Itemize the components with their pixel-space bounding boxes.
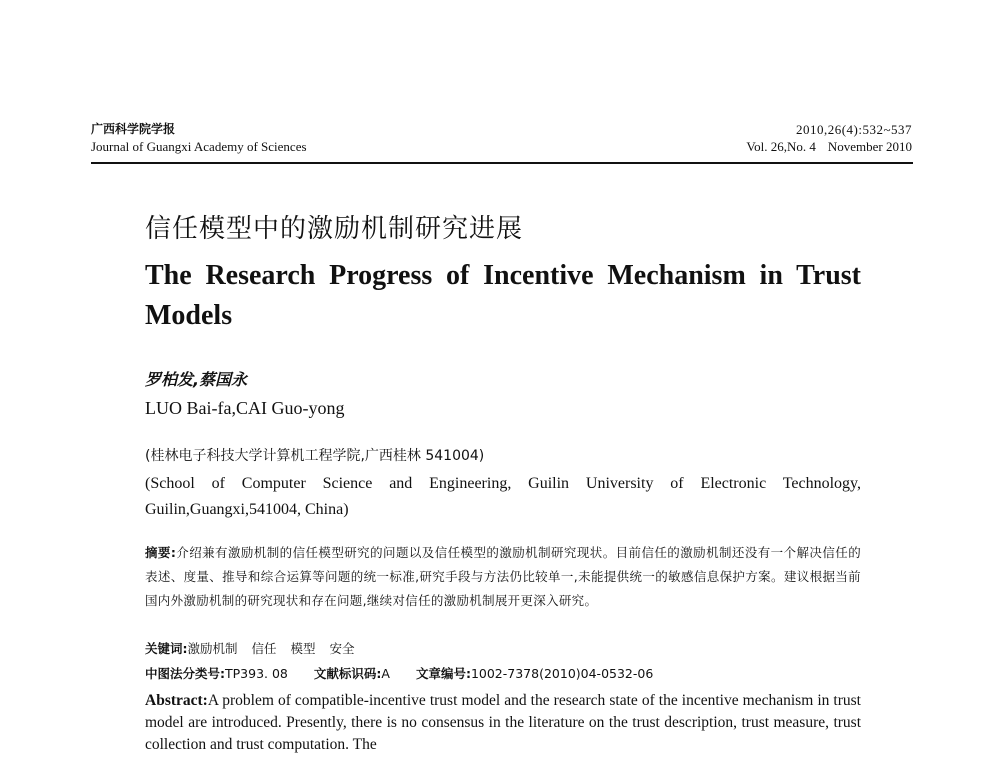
volume-number: Vol. 26,No. 4 — [746, 139, 816, 154]
article-number-label: 文章编号: — [415, 666, 471, 681]
clc-label: 中图法分类号: — [145, 666, 225, 681]
affiliation-cn: (桂林电子科技大学计算机工程学院,广西桂林 541004) — [145, 448, 485, 464]
keyword: 信任 — [251, 641, 277, 656]
title-cn: 信任模型中的激励机制研究进展 — [145, 214, 524, 244]
abstract-cn-label: 摘要: — [145, 545, 177, 560]
keywords — [145, 639, 369, 659]
keyword: 安全 — [329, 641, 355, 656]
doc-code-value: A — [381, 666, 390, 681]
clc-value: TP393. 08 — [225, 666, 288, 681]
journal-name-cn: 广西科学院学报 — [91, 122, 176, 136]
abstract-cn-text: 介绍兼有激励机制的信任模型研究的问题以及信任模型的激励机制研究现状。目前信任的激励机制还没有一个解决信任的表述、度量、推导和综合运算等问题的统一标准,研究手段与方法仍比较单一,未能提供统一的敏感信息保护方案。建议根据当前国内外激励机制的研究现状和存在问题,继续对信任的激励机制展开更深入研究。 — [145, 545, 862, 608]
header-rule — [91, 162, 913, 164]
abstract-en-text: A problem of compatible-incentive trust model and the research state of the incentive mechanism in trust model are introduced. Presently, there is no consensus in the literature on the trust description, trust measure, trust collection and trust computation. The — [145, 692, 861, 753]
journal-name-en: Journal of Guangxi Academy of Sciences — [91, 139, 307, 154]
citation-pages: 2010,26(4):532~537 — [795, 122, 912, 137]
authors-en: LUO Bai-fa,CAI Guo-yong — [145, 398, 345, 418]
doc-code-label: 文献标识码: — [313, 666, 382, 681]
authors-cn: 罗柏发,蔡国永 — [145, 370, 248, 389]
clc-number — [145, 666, 288, 681]
document-code — [314, 666, 390, 681]
article-number-value: 1002-7378(2010)04-0532-06 — [470, 666, 654, 681]
issue-month: November 2010 — [827, 139, 912, 154]
article-number — [416, 666, 653, 681]
volume-issue — [746, 138, 912, 156]
abstract-en — [145, 690, 861, 756]
running-header-left — [91, 121, 307, 156]
running-header-right — [746, 121, 912, 156]
abstract-en-label: Abstract: — [145, 692, 208, 709]
classification-line — [145, 664, 653, 684]
abstract-cn — [145, 541, 861, 613]
keyword: 模型 — [290, 641, 316, 656]
affiliation-en: (School of Computer Science and Engineering, Guilin University of Electronic Technology, Guilin,Guangxi,541004, China) — [145, 475, 861, 518]
keyword: 激励机制 — [187, 641, 238, 656]
keywords-label: 关键词: — [145, 641, 188, 656]
title-en: The Research Progress of Incentive Mechanism in Trust Models — [145, 260, 861, 331]
